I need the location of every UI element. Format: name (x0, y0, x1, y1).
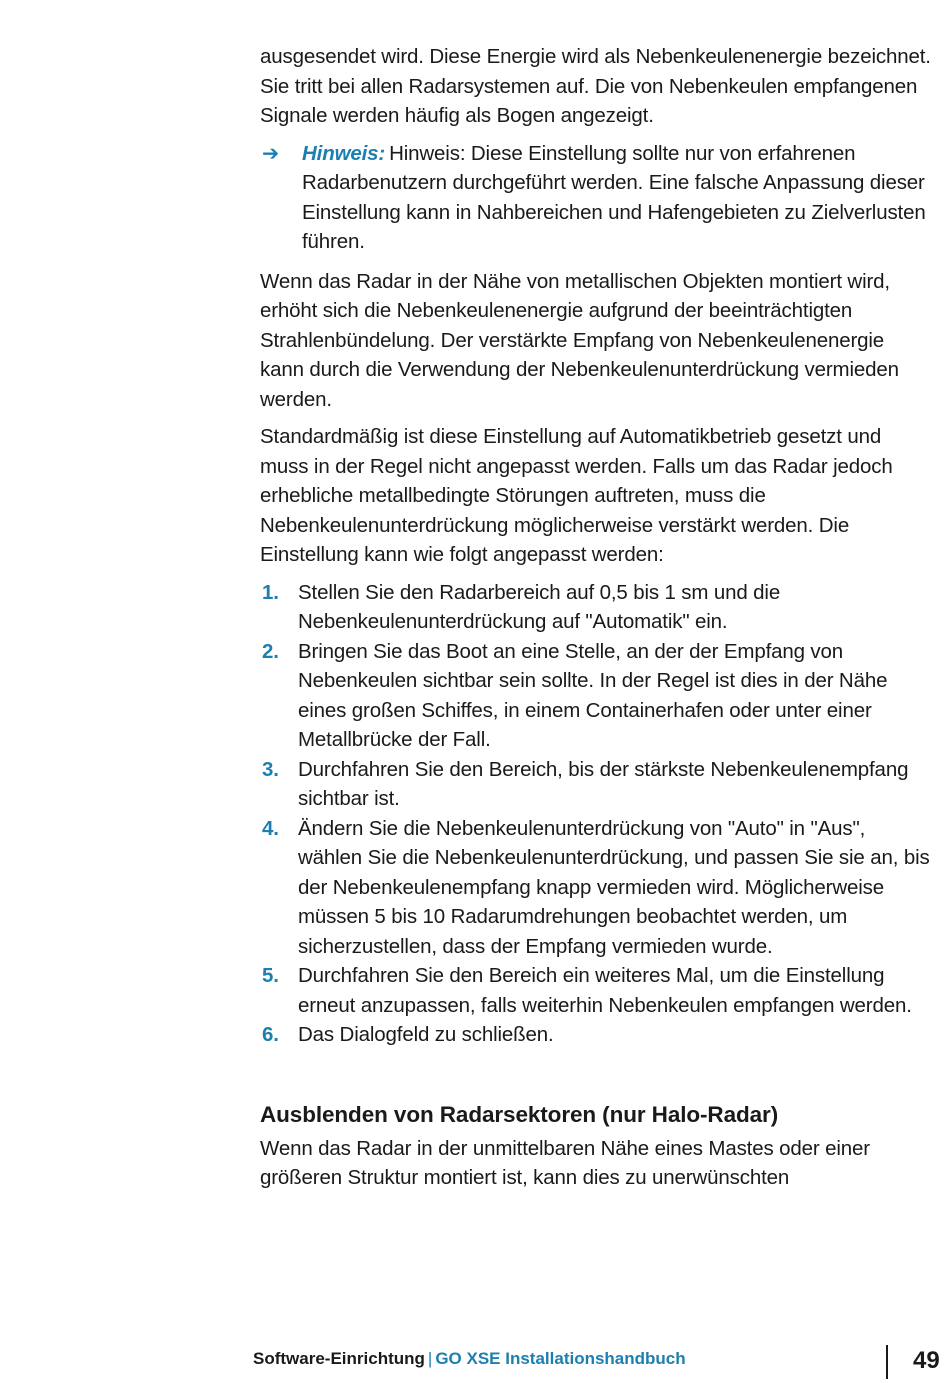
default-paragraph: Standardmäßig ist diese Einstellung auf Automatikbetrieb gesetzt und muss in der Regel nicht angepasst werden. Falls um das Radar jedoch erhebliche metallbedingte Störungen auftreten, muss die Nebenkeulenunterdrückung möglicherweise verstärkt werden. Die Einstellung kann wie folgt angepasst werden: (260, 425, 893, 566)
footer-chapter: Software-Einrichtung (253, 1349, 425, 1368)
intro-paragraph: ausgesendet wird. Diese Energie wird als Nebenkeulenenergie bezeichnet. Sie tritt bei allen Radarsystemen auf. Die von Nebenkeulen empfangenen Signale werden häufig als Bogen angezeigt. (260, 45, 931, 127)
section-heading: Ausblenden von Radarsektoren (nur Halo-Radar) (260, 1101, 779, 1127)
step-number: 2. (262, 639, 279, 663)
list-item (260, 755, 932, 814)
list-item (260, 1020, 932, 1050)
list-item (260, 814, 932, 962)
step-number: 4. (262, 816, 279, 840)
page-number: 49 (913, 1347, 940, 1374)
steps-list (260, 578, 932, 1050)
footer-divider (886, 1345, 888, 1379)
list-item (260, 961, 932, 1020)
footer-title (253, 1349, 686, 1369)
footer-document-title: GO XSE Installationshandbuch (435, 1349, 686, 1368)
section-paragraph: Wenn das Radar in der unmittelbaren Nähe eines Mastes oder einer größeren Struktur montiert ist, kann dies zu unerwünschten (260, 1136, 870, 1189)
step-number: 1. (262, 580, 279, 604)
list-item (260, 637, 932, 755)
page-content (260, 42, 932, 1201)
note-text: Hinweis: Diese Einstellung sollte nur von erfahrenen Radarbenutzern durchgeführt werden. Eine falsche Anpassung dieser Einstellung kann in Nahbereichen und Hafengebieten zu Zielverlusten führen. (302, 141, 926, 253)
step-text: Das Dialogfeld zu schließen. (298, 1023, 554, 1046)
arrow-right-icon: ➔ (262, 141, 280, 165)
note-block (260, 139, 932, 257)
page-footer (253, 1345, 940, 1381)
note-label: Hinweis: (302, 141, 386, 165)
step-text: Stellen Sie den Radarbereich auf 0,5 bis 1 sm und die Nebenkeulenunterdrückung auf "Automatik" ein. (298, 580, 781, 633)
list-item (260, 578, 932, 637)
step-number: 3. (262, 757, 279, 781)
step-text: Durchfahren Sie den Bereich ein weiteres Mal, um die Einstellung erneut anzupassen, falls weiterhin Nebenkeulen empfangen werden. (298, 964, 912, 1017)
footer-separator: | (427, 1349, 433, 1368)
step-text: Ändern Sie die Nebenkeulenunterdrückung von "Auto" in "Aus", wählen Sie die Nebenkeulenunterdrückung, und passen Sie sie an, bis der Nebenkeulenempfang knapp vermieden wird. Möglicherweise müssen 5 bis 10 Radarumdrehungen beobachtet werden, um sicherzustellen, dass der Empfang vermieden wurde. (298, 816, 930, 958)
step-text: Durchfahren Sie den Bereich, bis der stärkste Nebenkeulenempfang sichtbar ist. (298, 757, 909, 810)
metal-paragraph: Wenn das Radar in der Nähe von metallischen Objekten montiert wird, erhöht sich die Nebenkeulenenergie aufgrund der beeinträchtigten Strahlenbündelung. Der verstärkte Empfang von Nebenkeulenenergie kann durch die Verwendung der Nebenkeulenunterdrückung vermieden werden. (260, 269, 899, 411)
step-text: Bringen Sie das Boot an eine Stelle, an der der Empfang von Nebenkeulen sichtbar sein sollte. In der Regel ist dies in der Nähe eines großen Schiffes, in einem Containerhafen oder unter einer Metallbrücke der Fall. (298, 639, 888, 751)
step-number: 6. (262, 1023, 279, 1046)
step-number: 5. (262, 964, 279, 987)
